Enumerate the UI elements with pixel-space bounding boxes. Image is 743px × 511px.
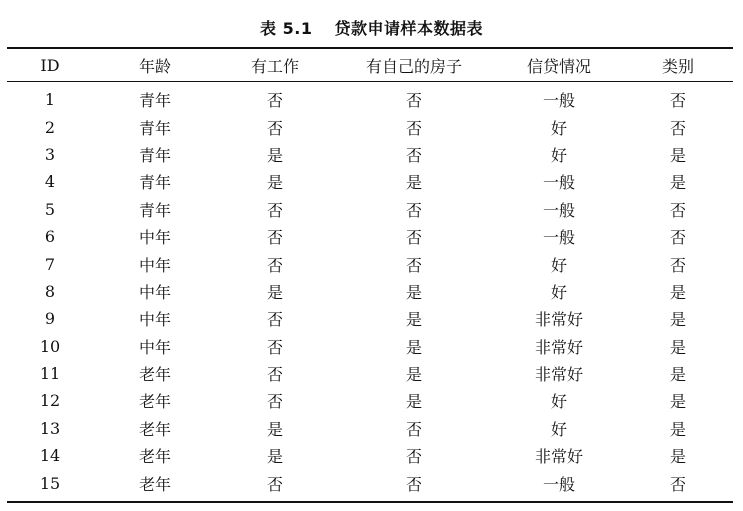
table-cell-credit-status: 非常好: [534, 365, 583, 385]
table-cell-age: 青年: [138, 145, 171, 165]
table-cell-age: 中年: [138, 228, 171, 248]
table-cell-has-job: 否: [266, 392, 283, 412]
table-cell-credit-status: 好: [550, 255, 567, 275]
table-cell-age: 中年: [138, 310, 171, 330]
table-cell-has-job: 否: [266, 118, 283, 138]
table-cell-age: 老年: [138, 365, 171, 385]
table-cell-has-job: 是: [266, 419, 283, 439]
table-cell-credit-status: 好: [550, 419, 567, 439]
table-cell-age: 中年: [138, 282, 171, 302]
table-cell-has-own-house: 是: [405, 365, 422, 385]
table-cell-has-job: 否: [266, 255, 283, 275]
table-cell-id: 1: [44, 90, 56, 110]
table-cell-has-job: 否: [266, 91, 283, 111]
table-cell-id: 8: [44, 281, 56, 301]
table-cell-id: 13: [39, 418, 61, 438]
table-cell-age: 中年: [138, 337, 171, 357]
table-cell-class: 是: [669, 310, 686, 330]
table-cell-has-own-house: 是: [405, 337, 422, 357]
table-cell-has-own-house: 是: [405, 310, 422, 330]
table-row: [7, 333, 733, 360]
table-cell-credit-status: 一般: [542, 91, 575, 111]
table-cell-id: 5: [44, 199, 56, 219]
table-row: [7, 278, 733, 305]
table-cell-has-job: 否: [266, 200, 283, 220]
table-cell-credit-status: 一般: [542, 173, 575, 193]
table-cell-class: 是: [669, 447, 686, 467]
table-cell-credit-status: 好: [550, 392, 567, 412]
table-cell-has-own-house: 是: [405, 392, 422, 412]
table-cell-has-own-house: 是: [405, 282, 422, 302]
table-cell-class: 是: [669, 173, 686, 193]
column-header-id: ID: [7, 48, 93, 82]
table-cell-age: 老年: [138, 419, 171, 439]
table-cell-credit-status: 一般: [495, 469, 623, 501]
table-cell-id: 4: [44, 172, 56, 192]
table-cell-age: 中年: [138, 255, 171, 275]
column-header-credit-status: 信贷情况: [495, 48, 623, 82]
table-cell-credit-status: 非常好: [534, 447, 583, 467]
table-title: 贷款申请样本数据表: [334, 19, 483, 38]
column-header-age: 年龄: [93, 48, 217, 82]
table-cell-has-own-house: 否: [405, 91, 422, 111]
table-cell-age: 青年: [138, 173, 171, 193]
table-cell-has-own-house: 否: [405, 118, 422, 138]
table-row: [7, 82, 733, 114]
table-cell-id: 15: [7, 469, 93, 501]
table-cell-age: 青年: [138, 118, 171, 138]
table-row: [7, 250, 733, 277]
table-cell-has-own-house: 否: [405, 255, 422, 275]
table-cell-class: 否: [669, 91, 686, 111]
table-header-row: [7, 48, 733, 82]
table-row: [7, 360, 733, 387]
table-row: [7, 223, 733, 250]
table-cell-has-job: 否: [266, 337, 283, 357]
table-cell-has-job: 否: [266, 310, 283, 330]
table-cell-age: 老年: [138, 392, 171, 412]
table-cell-class: 是: [669, 365, 686, 385]
table-cell-credit-status: 一般: [542, 200, 575, 220]
table-cell-id: 6: [44, 227, 56, 247]
table-cell-class: 是: [669, 419, 686, 439]
table-cell-class: 否: [669, 255, 686, 275]
table-cell-class: 否: [623, 469, 733, 501]
table-row: [7, 415, 733, 442]
table-cell-id: 2: [44, 117, 56, 137]
table-row: [7, 196, 733, 223]
table-cell-age: 青年: [138, 91, 171, 111]
table-cell-id: 3: [44, 144, 56, 164]
table-cell-has-own-house: 否: [405, 200, 422, 220]
table-cell-id: 7: [44, 254, 56, 274]
table-cell-id: 10: [39, 336, 61, 356]
table-cell-class: 否: [669, 118, 686, 138]
table-cell-id: 14: [39, 446, 61, 466]
table-cell-has-job: 是: [266, 145, 283, 165]
table-cell-has-job: 是: [266, 173, 283, 193]
table-row: [7, 387, 733, 414]
table-cell-class: 否: [669, 200, 686, 220]
table-cell-id: 12: [39, 391, 61, 411]
table-cell-class: 否: [669, 228, 686, 248]
table-caption: [0, 16, 743, 39]
table-cell-class: 是: [669, 392, 686, 412]
table-cell-age: 青年: [138, 200, 171, 220]
table-cell-has-job: 否: [266, 228, 283, 248]
table-cell-has-job: 否: [266, 365, 283, 385]
table-cell-credit-status: 好: [550, 118, 567, 138]
loan-application-table: [7, 47, 733, 503]
column-header-has-job: 有工作: [217, 48, 333, 82]
table-cell-credit-status: 好: [550, 282, 567, 302]
table-cell-credit-status: 非常好: [534, 337, 583, 357]
table-cell-has-job: 否: [217, 469, 333, 501]
table-body: [7, 82, 733, 502]
column-header-class: 类别: [623, 48, 733, 82]
table-cell-age: 老年: [93, 469, 217, 501]
column-header-has-own-house: 有自己的房子: [333, 48, 495, 82]
table-cell-credit-status: 非常好: [534, 310, 583, 330]
table-cell-credit-status: 好: [550, 145, 567, 165]
table-number: 表 5.1: [260, 19, 313, 38]
table-cell-class: 是: [669, 145, 686, 165]
table-row: [7, 305, 733, 332]
table-row: [7, 168, 733, 195]
table-cell-id: 11: [39, 364, 61, 384]
table-cell-has-job: 是: [266, 447, 283, 467]
table-row: [7, 141, 733, 168]
table-cell-has-own-house: 是: [405, 173, 422, 193]
table-cell-has-own-house: 否: [405, 447, 422, 467]
table-cell-has-own-house: 否: [333, 469, 495, 501]
table-row: [7, 113, 733, 140]
table-cell-age: 老年: [138, 447, 171, 467]
table-cell-credit-status: 一般: [542, 228, 575, 248]
table-cell-has-own-house: 否: [405, 145, 422, 165]
table-cell-class: 是: [669, 282, 686, 302]
table-row: [7, 442, 733, 469]
table-cell-has-own-house: 否: [405, 419, 422, 439]
table-cell-has-own-house: 否: [405, 228, 422, 248]
table-row: [7, 469, 733, 501]
table-cell-has-job: 是: [266, 282, 283, 302]
table-cell-class: 是: [669, 337, 686, 357]
table-cell-id: 9: [44, 309, 56, 329]
